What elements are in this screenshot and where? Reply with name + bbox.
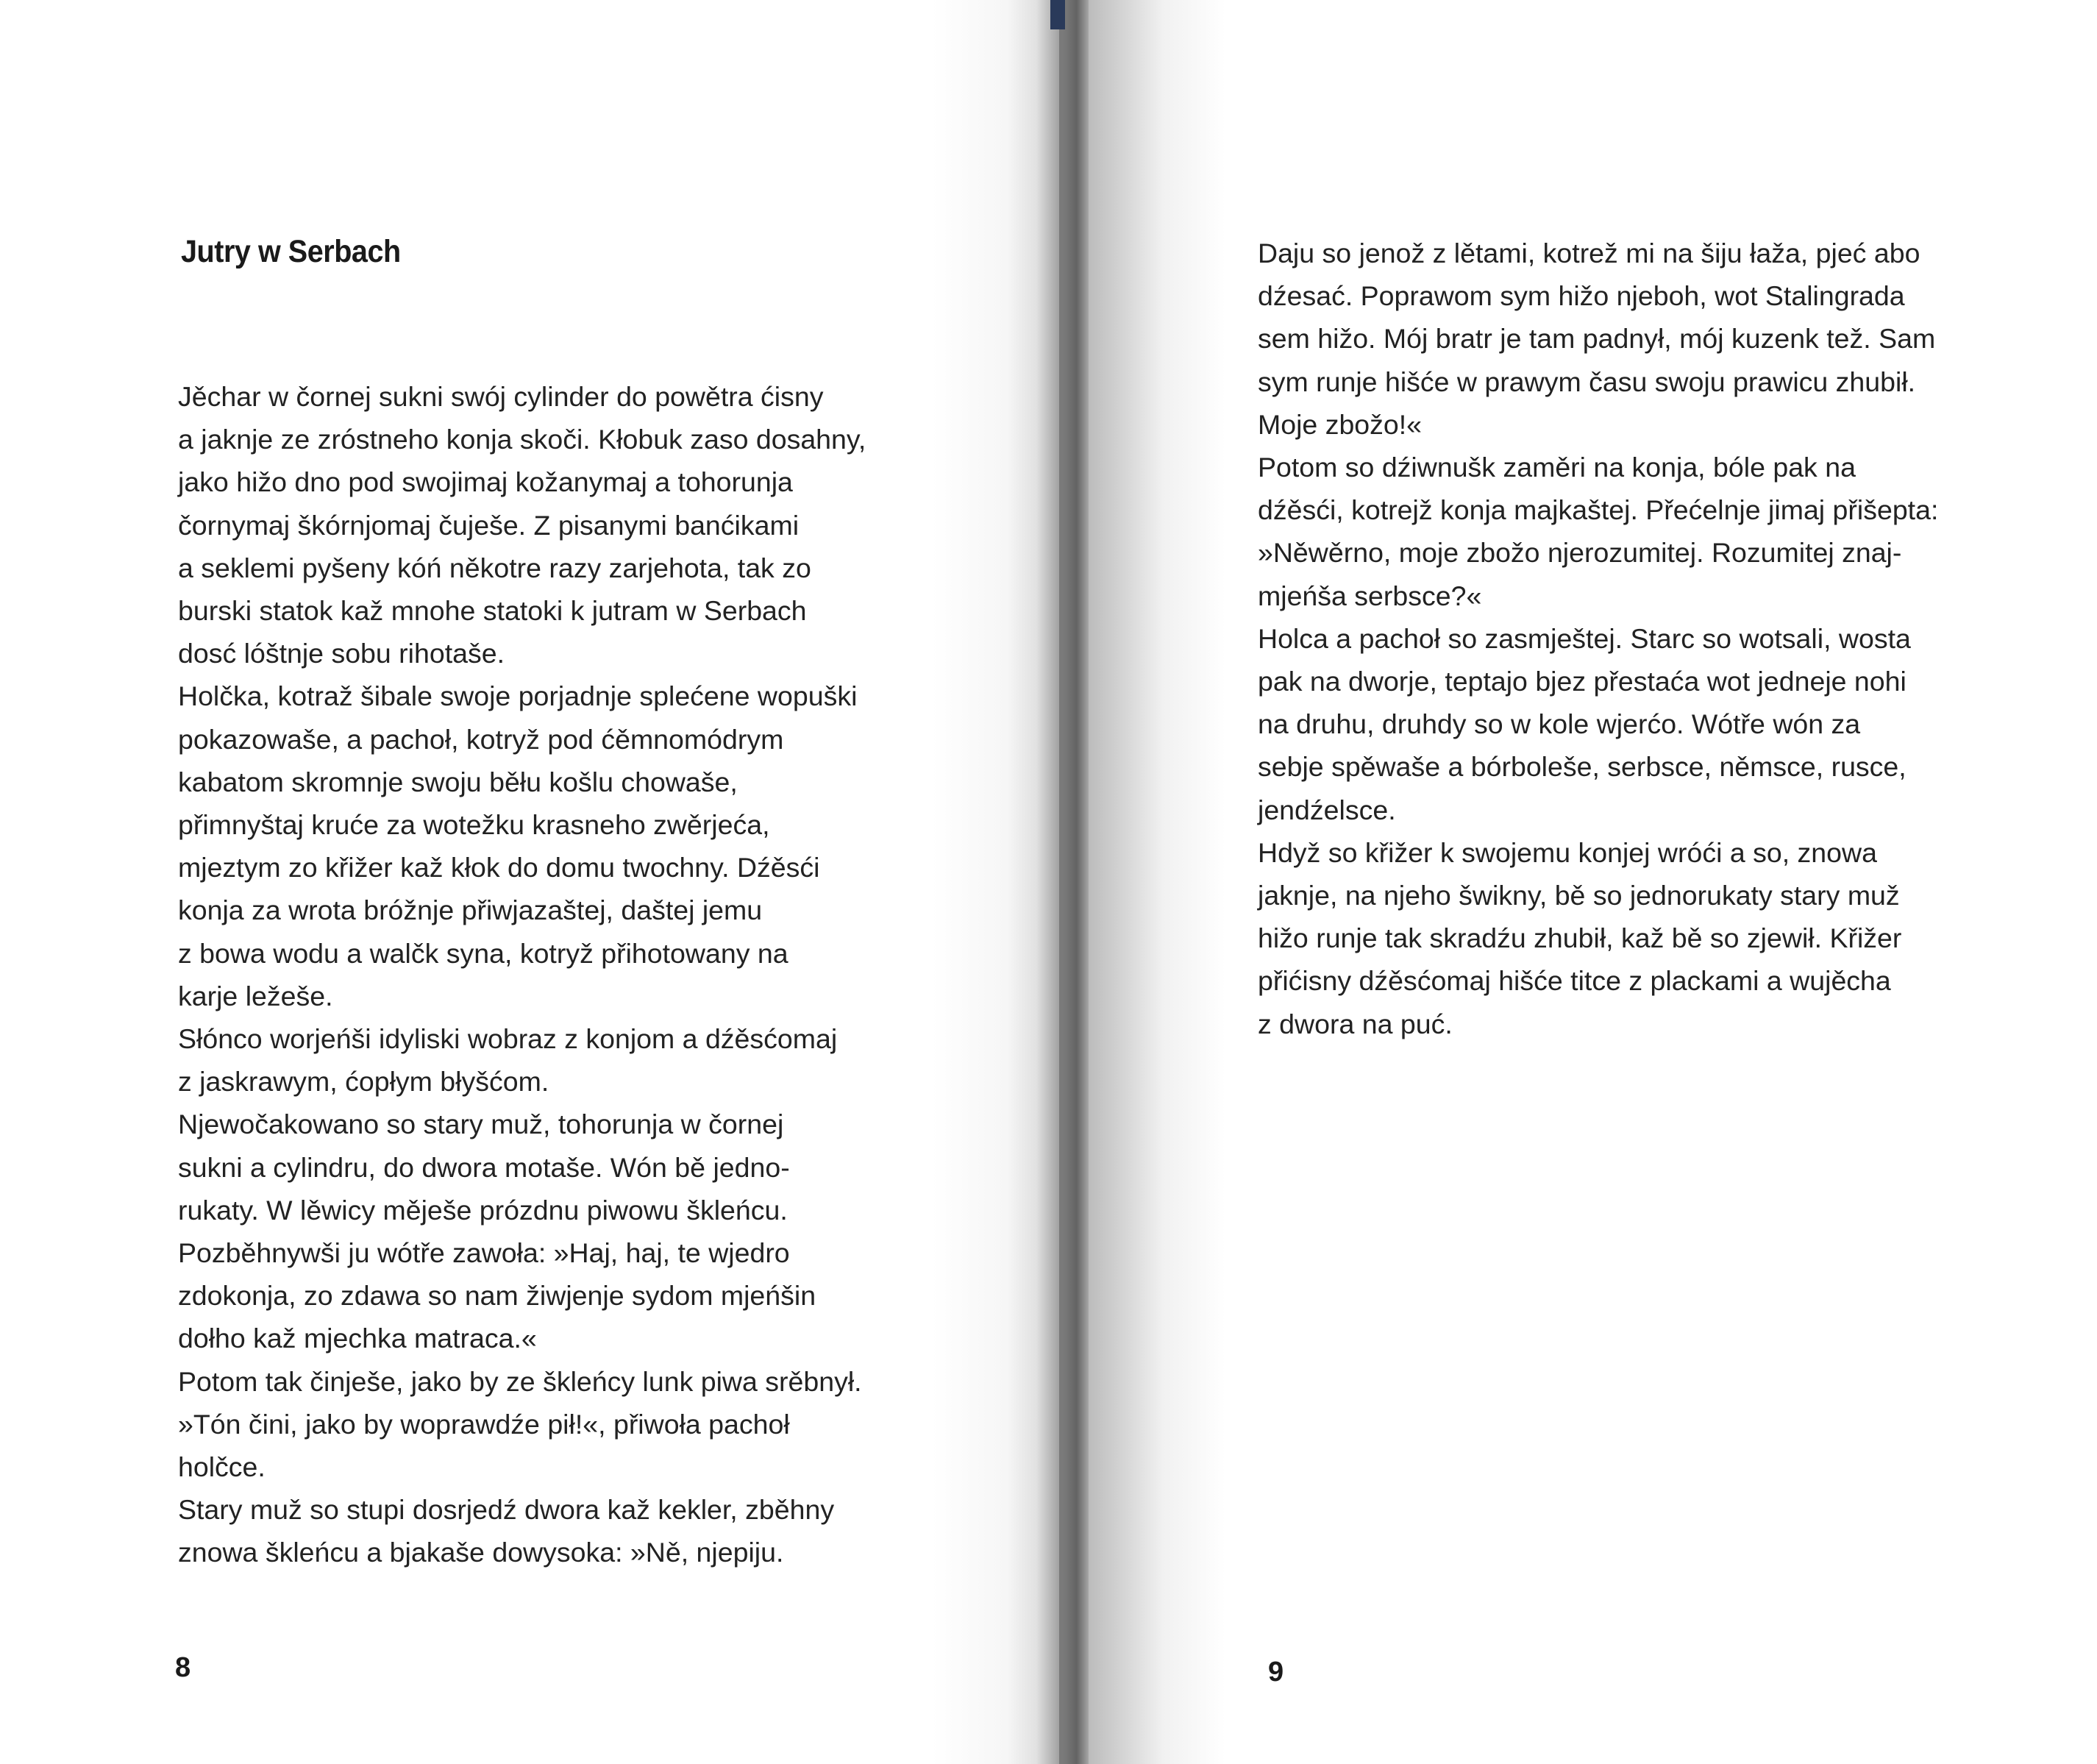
- book-gutter: [1008, 0, 1089, 1764]
- text-line: jendźelsce.: [1258, 794, 1396, 825]
- text-line: kabatom skromnje swoju běłu košlu chowaše,: [178, 766, 738, 797]
- text-line: pak na dworje, teptajo bjez přestaća wot jedneje nohi: [1258, 666, 1906, 697]
- text-line: dołho kaž mjechka matraca.«: [178, 1323, 537, 1354]
- text-line: Stary muž so stupi dosrjedź dwora kaž kekler, zběhny: [178, 1494, 835, 1526]
- text-line: čornymaj škórnjomaj čuješe. Z pisanymi banćikami: [178, 509, 800, 541]
- text-line: sem hižo. Mój bratr je tam padnył, mój kuzenk tež. Sam: [1258, 323, 1936, 355]
- text-line: holčce.: [178, 1451, 266, 1483]
- text-line: a seklemi pyšeny kóń někotre razy zarjehota, tak zo: [178, 552, 811, 583]
- text-line: burski statok kaž mnohe statoki k jutram w Serbach: [178, 595, 807, 627]
- text-line: pokazowaše, a pachoł, kotryž pod ćěmnomódrym: [178, 723, 784, 755]
- text-line: Moje zbožo!«: [1258, 408, 1423, 440]
- page-number-right: 9: [1268, 1657, 1284, 1687]
- text-line: »Něwěrno, moje zbožo njerozumitej. Rozumitej znaj-: [1258, 537, 1902, 569]
- text-line: hižo runje tak skradźu zhubił, kaž bě so zjewił. Křižer: [1258, 922, 1902, 954]
- text-line: dźěsći, kotrejž konja majkaštej. Přećelnje jimaj přišepta:: [1258, 494, 1939, 526]
- text-line: mjeztym zo křižer kaž kłok do domu twochny. Dźěsći: [178, 852, 820, 883]
- left-page-text: [178, 375, 914, 1574]
- text-line: na druhu, druhdy so w kole wjerćo. Wótře wón za: [1258, 708, 1861, 740]
- text-line: dosć lóštnje sobu rihotaše.: [178, 638, 505, 669]
- text-line: Potom tak činješe, jako by ze škleńcy lunk piwa srěbnył.: [178, 1365, 862, 1397]
- text-line: Daju so jenož z lětami, kotrež mi na šiju łaža, pjeć abo: [1258, 238, 1920, 268]
- text-line: zdokonja, zo zdawa so nam žiwjenje sydom mjeńšin: [178, 1280, 816, 1312]
- text-line: z dwora na puć.: [1258, 1008, 1453, 1039]
- text-line: dźesać. Poprawom sym hižo njeboh, wot Stalingrada: [1258, 280, 1905, 312]
- right-page-text: [1258, 232, 1979, 1045]
- text-line: karje ležeše.: [178, 980, 333, 1011]
- text-line: přićisny dźěsćomaj hišće titce z plackami a wujěcha: [1258, 965, 1891, 997]
- page-number-left: 8: [175, 1652, 191, 1683]
- text-line: rukaty. W lěwicy měješe prózdnu piwowu škleńcu.: [178, 1194, 788, 1226]
- text-line: sukni a cylindru, do dwora motaše. Wón bě jedno-: [178, 1151, 790, 1183]
- text-line: konja za wrota bróžnje přiwjazaštej, daštej jemu: [178, 895, 763, 926]
- text-line: znowa škleńcu a bjakaše dowysoka: »Ně, njepiju.: [178, 1537, 784, 1568]
- gutter-edge: [1050, 0, 1065, 29]
- text-line: Holca a pachoł so zasmještej. Starc so wotsali, wosta: [1258, 622, 1911, 654]
- text-line: Holčka, kotraž šibale swoje porjadnje splećene wopuški: [178, 680, 858, 712]
- text-line: jako hižo dno pod swojimaj kožanymaj a tohorunja: [178, 466, 793, 498]
- text-line: přimnyštaj kruće za wotežku krasneho zwěrjeća,: [178, 809, 770, 841]
- text-line: z jaskrawym, ćopłym błyšćom.: [178, 1066, 549, 1098]
- text-line: sym runje hišće w prawym času swoju prawicu zhubił.: [1258, 366, 1916, 397]
- text-line: Słónco worjeńši idyliski wobraz z konjom a dźěsćomaj: [178, 1023, 838, 1055]
- text-line: Pozběhnywši ju wótře zawoła: »Haj, haj, te wjedro: [178, 1237, 790, 1269]
- text-line: Hdyž so křižer k swojemu konjej wróći a so, znowa: [1258, 836, 1877, 868]
- text-line: Potom so dźiwnušk zaměri na konja, bóle pak na: [1258, 452, 1856, 483]
- text-line: Njewočakowano so stary muž, tohorunja w čornej: [178, 1109, 784, 1140]
- text-line: »Tón čini, jako by woprawdźe pił!«, přiwoła pachoł: [178, 1408, 790, 1440]
- text-line: z bowa wodu a walčk syna, kotryž přihotowany na: [178, 937, 788, 969]
- text-line: Jěchar w čornej sukni swój cylinder do powětra ćisny: [178, 381, 824, 412]
- text-line: a jaknje ze zróstneho konja skoči. Kłobuk zaso dosahny,: [178, 424, 866, 455]
- chapter-title: Jutry w Serbach: [181, 234, 401, 269]
- text-line: sebje spěwaše a bórboleše, serbsce, němsce, rusce,: [1258, 751, 1906, 783]
- text-line: mjeńša serbsce?«: [1258, 580, 1482, 611]
- text-line: jaknje, na njeho šwikny, bě so jednorukaty stary muž: [1258, 880, 1900, 911]
